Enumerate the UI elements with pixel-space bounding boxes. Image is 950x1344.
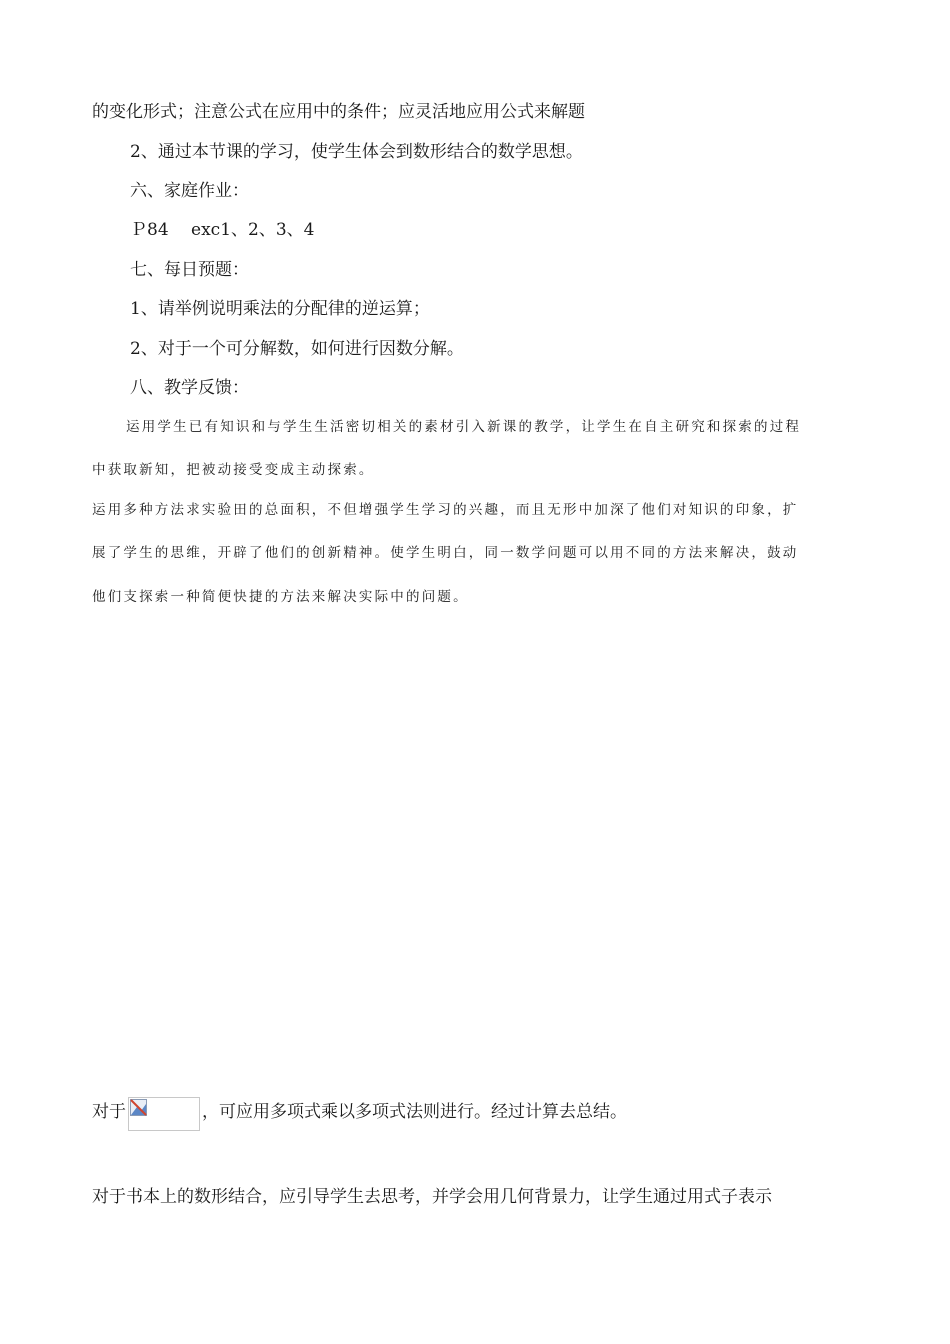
formula-suffix: ，可应用多项式乘以多项式法则进行。经过计算去总结。: [202, 1102, 627, 1122]
preview-question-2: 2、对于一个可分解数，如何进行因数分解。: [130, 339, 464, 359]
text-line: 对于书本上的数形结合，应引导学生去思考，并学会用几何背景力，让学生通过用式子表示: [92, 1187, 772, 1207]
feedback-paragraph-2-line-1: 运用多种方法求实验田的总面积，不但增强学生学习的兴趣，而且无形中加深了他们对知识的印象，扩: [92, 502, 799, 518]
section-heading-preview: 七、每日预题：: [130, 260, 249, 280]
feedback-paragraph-1-line-2: 中获取新知，把被动接受变成主动探索。: [92, 462, 375, 478]
preview-question-1: 1、请举例说明乘法的分配律的逆运算；: [130, 299, 430, 319]
homework-assignment: Ｐ84 exc1、2、3、4: [130, 220, 315, 240]
feedback-paragraph-1-line-1: 运用学生已有知识和与学生生活密切相关的素材引入新课的教学，让学生在自主研究和探索的过程: [126, 419, 802, 435]
section-heading-feedback: 八、教学反馈：: [130, 378, 249, 398]
broken-image-icon: [128, 1097, 200, 1131]
text-line: 的变化形式；注意公式在应用中的条件；应灵活地应用公式来解题: [92, 102, 585, 122]
image-placeholder-icon: [130, 1099, 147, 1116]
formula-sentence: [92, 1097, 627, 1131]
feedback-paragraph-2-line-3: 他们支探索一种简便快捷的方法来解决实际中的问题。: [92, 589, 469, 605]
feedback-paragraph-2-line-2: 展了学生的思维，开辟了他们的创新精神。使学生明白，同一数学问题可以用不同的方法来解决，鼓动: [92, 545, 799, 561]
text-line: 2、通过本节课的学习，使学生体会到数形结合的数学思想。: [130, 142, 583, 162]
section-heading-homework: 六、家庭作业：: [130, 181, 249, 201]
formula-prefix: 对于: [92, 1102, 126, 1122]
